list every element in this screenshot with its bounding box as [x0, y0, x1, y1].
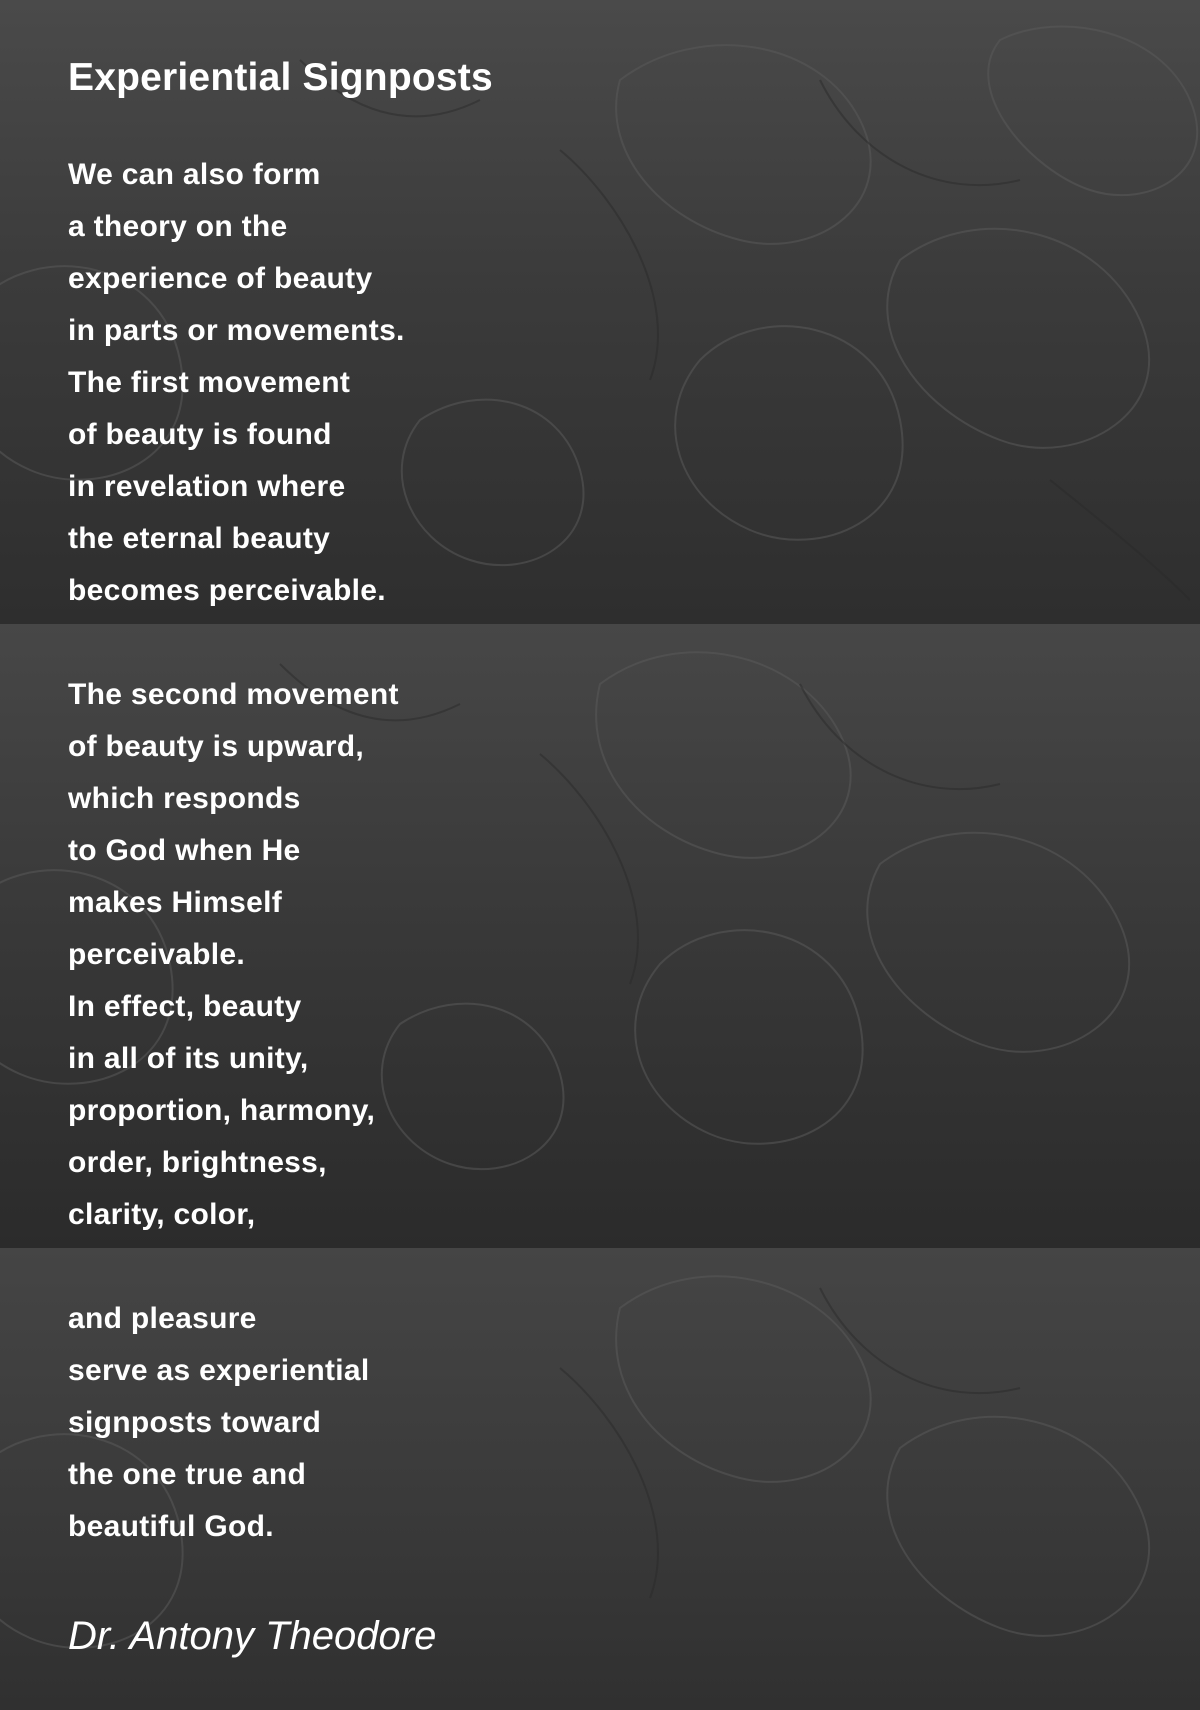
poem-line: the eternal beauty — [68, 522, 331, 555]
poem-line: a theory on the — [68, 210, 288, 243]
poem-line: The second movement — [68, 678, 399, 711]
poem-line: serve as experiential — [68, 1354, 370, 1387]
poem-line: proportion, harmony, — [68, 1094, 376, 1127]
poem-line: of beauty is found — [68, 418, 332, 451]
poem-line: signposts toward — [68, 1406, 322, 1439]
poem-title: Experiential Signposts — [68, 56, 493, 99]
poem-line: in parts or movements. — [68, 314, 405, 347]
poem-line: In effect, beauty — [68, 990, 302, 1023]
poem-line: makes Himself — [68, 886, 283, 919]
poem-line: in revelation where — [68, 470, 346, 503]
stanza — [68, 669, 399, 1241]
poem-line: beautiful God. — [68, 1510, 274, 1543]
poem-line: The first movement — [68, 366, 351, 399]
poem-line: order, brightness, — [68, 1146, 327, 1179]
poem-line: and pleasure — [68, 1302, 257, 1335]
poem-line: the one true and — [68, 1458, 307, 1491]
poem-line: to God when He — [68, 834, 301, 867]
poem-line: We can also form — [68, 158, 321, 191]
poem-line: clarity, color, — [68, 1198, 256, 1231]
poem-line: which responds — [68, 782, 301, 815]
poem-line: experience of beauty — [68, 262, 373, 295]
poem-author: Dr. Antony Theodore — [68, 1614, 437, 1658]
poem-line: becomes perceivable. — [68, 574, 386, 607]
stanza — [68, 1293, 370, 1553]
stanza — [68, 149, 405, 617]
poem-line: of beauty is upward, — [68, 730, 365, 763]
poem-line: perceivable. — [68, 938, 246, 971]
poem-line: in all of its unity, — [68, 1042, 309, 1075]
